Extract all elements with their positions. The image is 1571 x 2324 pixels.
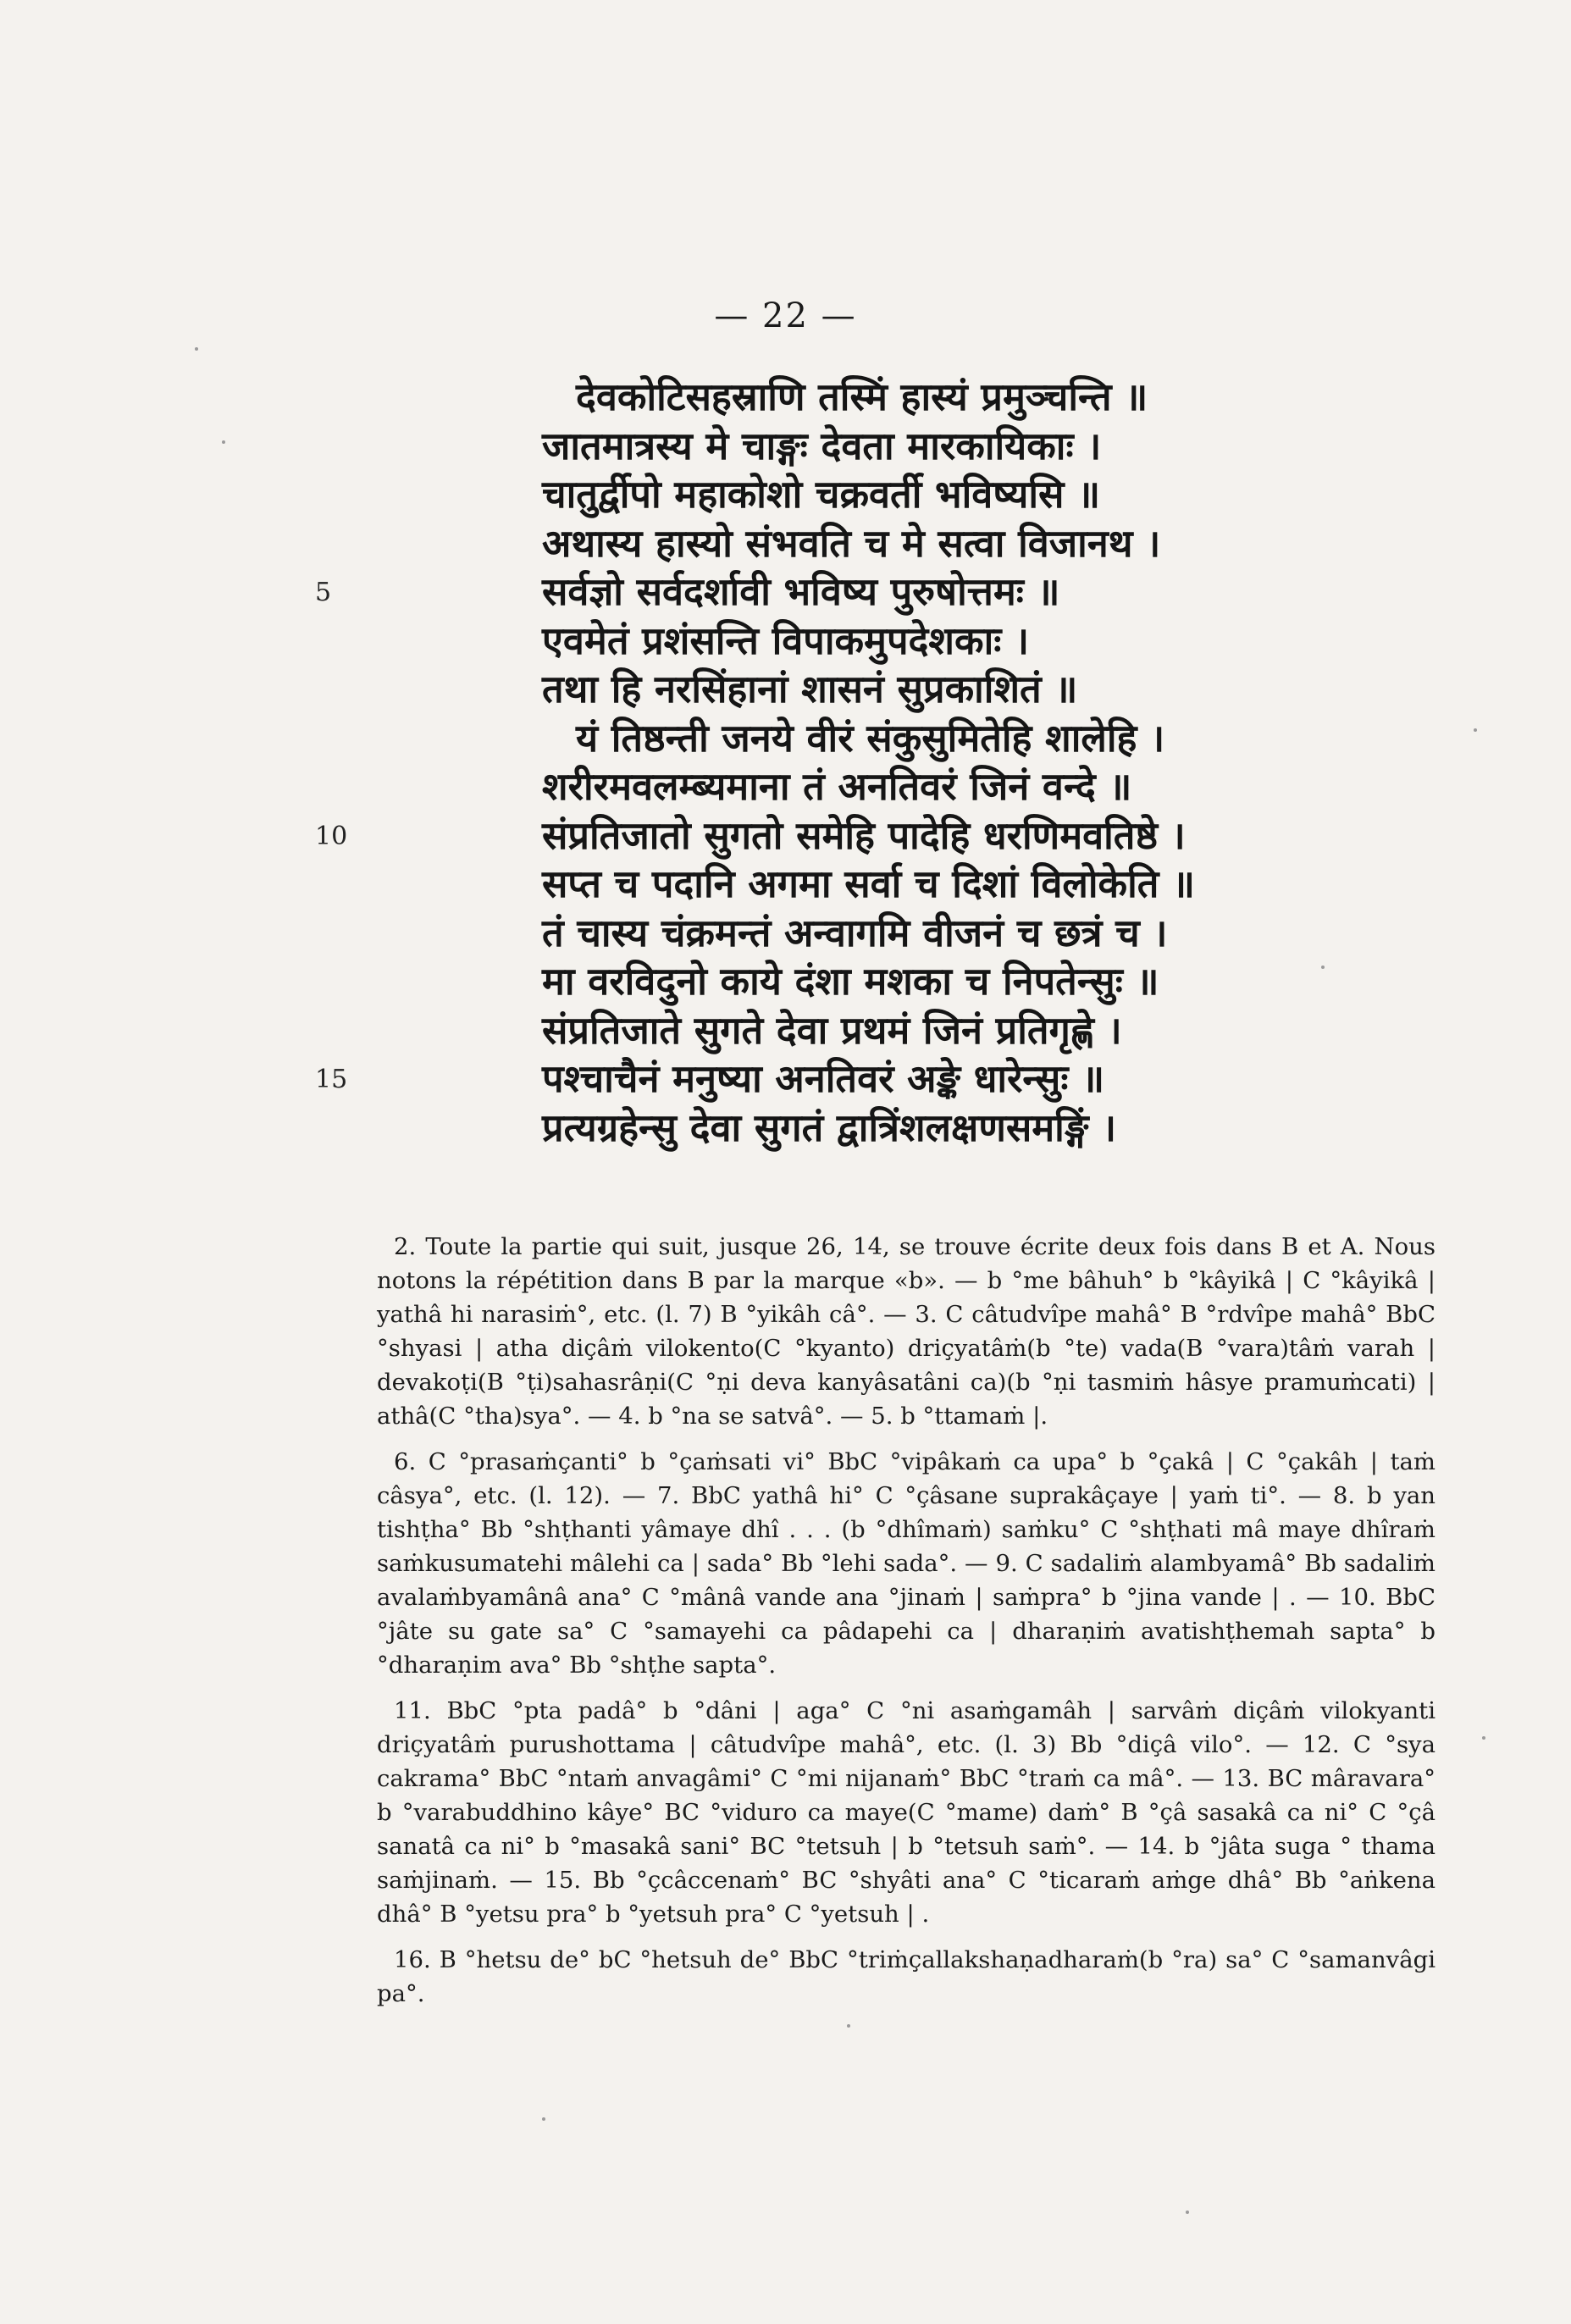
verse-line: सर्वज्ञो सर्वदर्शावी भविष्य पुरुषोत्तमः ॥ (542, 569, 1060, 614)
verse-line: देवकोटिसहस्राणि तस्मिं हास्यं प्रमुञ्चन्ति ॥ (576, 374, 1148, 419)
verse-line: तथा हि नरसिंहानां शासनं सुप्रकाशितं ॥ (542, 667, 1078, 711)
verse-block (542, 373, 1270, 1152)
verse-line: संप्रतिजातो सुगतो समेहि पादेहि धरणिमवतिष्ठे । (542, 812, 1186, 858)
verse-line: जातमात्रस्य मे चाङ्गः देवता मारकायिकाः । (542, 423, 1102, 468)
page-number: — 22 — (714, 296, 857, 335)
line-number: 15 (315, 1065, 348, 1094)
verse-line: मा वरविदुनो काये दंशा मशका च निपतेन्सुः ॥ (542, 959, 1159, 1004)
verse-line: पश्चाचैनं मनुष्या अनतिवरं अङ्के धारेन्सुः ॥ (542, 1056, 1105, 1101)
footnote-paragraph: 16. B °hetsu de° bC °hetsuh de° BbC °triṁçallakshaṇadharaṁ(b °ra) sa° C °samanvâgi pa°. (377, 1946, 1435, 2007)
verse-line: प्रत्यग्रहेन्सु देवा सुगतं द्वात्रिंशलक्षणसमङ्गिं । (542, 1104, 1117, 1150)
verse-line: अथास्य हास्यो संभवति च मे सत्वा विजानथ । (542, 520, 1161, 566)
footnotes (377, 1230, 1435, 2022)
footnote-paragraph: 6. C °prasaṁçanti° b °çaṁsati vi° BbC °vipâkaṁ ca upa° b °çakâ | C °çakâh | taṁ câsya°, etc. (l. 12). — 7. BbC yathâ hi° C °çâsane suprakâçaye | yaṁ ti°. — 8. b yan tishṭha° Bb °shṭhanti yâmaye dhî . . . (b °dhîmaṁ) saṁku° C °shṭhati mâ maye dhîraṁ saṁkusumatehi mâlehi ca | sada° Bb °lehi sada°. — 9. C sadaliṁ alambyamâ° Bb sadaliṁ avalaṁbyamânâ ana° C °mânâ vande ana °jinaṁ | saṁpra° b °jina vande | . — 10. BbC °jâte su gate sa° C °samayehi ca pâdapehi ca | dharaṇiṁ avatishṭhemah sapta° b °dharaṇim ava° Bb °shṭhe sapta°. (377, 1448, 1435, 1679)
footnote-paragraph: 2. Toute la partie qui suit, jusque 26, 14, se trouve écrite deux fois dans B et A. Nous notons la répétition dans B par la marque «b». — b °me bâhuh° b °kâyikâ | C °kâyikâ | yathâ hi narasiṁ°, etc. (l. 7) B °yikâh câ°. — 3. C câtudvîpe mahâ° B °rdvîpe mahâ° BbC °shyasi | atha diçâṁ vilokento(C °kyanto) driçyatâṁ(b °te) vada(B °vara)tâṁ varah | devakoṭi(B °ṭi)sahasrâṇi(C °ṇi deva kanyâsatâni ca)(b °ṇi tasmiṁ hâsye pramuṁcati) | athâ(C °tha)sya°. — 4. b °na se satvâ°. — 5. b °ttamaṁ |. (377, 1233, 1435, 1430)
verse-line: संप्रतिजाते सुगते देवा प्रथमं जिनं प्रतिगृह्णे । (542, 1007, 1122, 1053)
verse-line: यं तिष्ठन्ती जनये वीरं संकुसुमितेहि शालेहि । (576, 715, 1165, 761)
line-number: 5 (315, 578, 332, 607)
verse-line: चातुर्द्वीपो महाकोशो चक्रवर्ती भविष्यसि ॥ (542, 472, 1101, 517)
verse-line: तं चास्य चंक्रमन्तं अन्वागमि वीजनं च छत्रं च । (542, 910, 1168, 955)
footnote-paragraph: 11. BbC °pta padâ° b °dâni | aga° C °ni asaṁgamâh | sarvâṁ diçâṁ vilokyanti driçyatâṁ purushottama | câtudvîpe mahâ°, etc. (l. 3) Bb °diçâ vilo°. — 12. C °sya cakrama° BbC °ntaṁ anvagâmi° C °mi nijanaṁ° BbC °traṁ ca mâ°. — 13. BC mâravara° b °varabuddhino kâye° BC °viduro ca maye(C °mame) daṁ° B °çâ sasakâ ca ni° C °çâ sanatâ ca ni° b °masakâ sani° BC °tetsuh | b °tetsuh saṁ°. — 14. b °jâta suga ° thama saṁjinaṁ. — 15. Bb °çcâccenaṁ° BC °shyâti ana° C °ticaraṁ aṁge dhâ° Bb °aṅkena dhâ° B °yetsu pra° b °yetsuh pra° C °yetsuh | . (377, 1697, 1435, 1928)
verse-line: एवमेतं प्रशंसन्ति विपाकमुपदेशकाः । (542, 617, 1030, 663)
verse-line: शरीरमवलम्ब्यमाना तं अनतिवरं जिनं वन्दे ॥ (542, 764, 1132, 809)
verse-line: सप्त च पदानि अगमा सर्वा च दिशां विलोकेति ॥ (542, 861, 1195, 906)
line-number: 10 (315, 821, 348, 851)
